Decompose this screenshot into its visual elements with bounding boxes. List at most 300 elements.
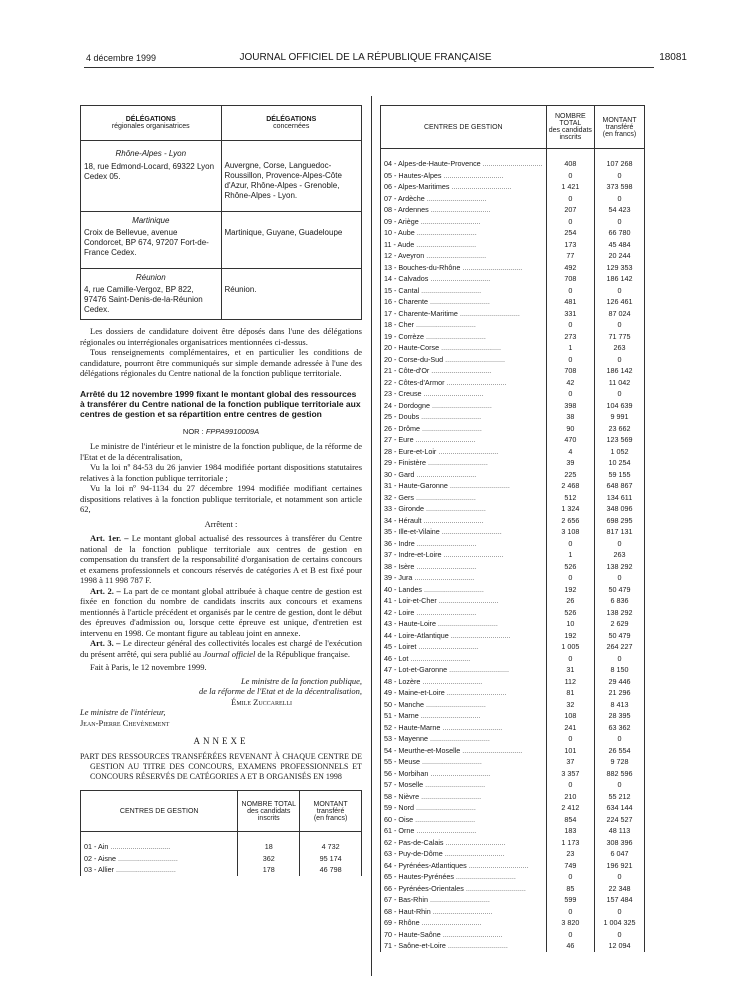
signature-name: Jean-Pierre Chevènement bbox=[80, 717, 170, 728]
table-row bbox=[381, 181, 645, 193]
candidats-value: 183 bbox=[546, 825, 594, 837]
montant-value: 54 423 bbox=[595, 204, 645, 216]
table-row bbox=[381, 653, 645, 665]
centre-name: 61 - Orne .............................. bbox=[381, 825, 547, 837]
centre-name: 19 - Corrèze .............................. bbox=[381, 331, 547, 343]
centre-name: 51 - Marne .............................. bbox=[381, 710, 547, 722]
candidats-value: 0 bbox=[546, 653, 594, 665]
centre-name: 67 - Bas-Rhin .............................. bbox=[381, 894, 547, 906]
arrete-title: Arrêté du 12 novembre 1999 fixant le montant global des ressources à transférer du Centre national de la fonction publique territoriale aux centres de gestion et sa répartition entre centres de gestion bbox=[80, 388, 361, 419]
montant-value: 22 348 bbox=[595, 883, 645, 895]
centre-name: 39 - Jura .............................. bbox=[381, 572, 547, 584]
montant-value: 0 bbox=[595, 538, 645, 550]
col-centres: CENTRES DE GESTION bbox=[81, 791, 238, 832]
table-row bbox=[381, 745, 645, 757]
table-row bbox=[381, 595, 645, 607]
candidats-value: 526 bbox=[546, 561, 594, 573]
candidats-value: 192 bbox=[546, 584, 594, 596]
table-row bbox=[381, 641, 645, 653]
candidats-value: 362 bbox=[238, 853, 300, 865]
candidats-value: 481 bbox=[546, 296, 594, 308]
candidats-value: 225 bbox=[546, 469, 594, 481]
montant-value: 55 212 bbox=[595, 791, 645, 803]
montant-value: 373 598 bbox=[595, 181, 645, 193]
candidats-value: 0 bbox=[546, 929, 594, 941]
candidats-value: 0 bbox=[546, 733, 594, 745]
table-row bbox=[381, 411, 645, 423]
montant-value: 817 131 bbox=[595, 526, 645, 538]
delegation-address: 18, rue Edmond-Locard, 69322 Lyon Cedex 05. bbox=[84, 162, 215, 181]
candidats-value: 26 bbox=[546, 595, 594, 607]
candidats-value: 0 bbox=[546, 193, 594, 205]
table-row bbox=[381, 883, 645, 895]
montant-value: 4 732 bbox=[300, 841, 362, 853]
table-row bbox=[381, 940, 645, 952]
candidats-value: 0 bbox=[546, 319, 594, 331]
montant-value: 0 bbox=[595, 779, 645, 791]
centre-name: 42 - Loire .............................. bbox=[381, 607, 547, 619]
centre-name: 25 - Doubs .............................. bbox=[381, 411, 547, 423]
centre-name: 27 - Eure .............................. bbox=[381, 434, 547, 446]
centre-name: 23 - Creuse .............................. bbox=[381, 388, 547, 400]
candidats-value: 0 bbox=[546, 906, 594, 918]
centre-name: 45 - Loiret .............................. bbox=[381, 641, 547, 653]
table-row bbox=[381, 756, 645, 768]
montant-value: 20 244 bbox=[595, 250, 645, 262]
table-row bbox=[381, 917, 645, 929]
candidats-value: 512 bbox=[546, 492, 594, 504]
candidats-value: 3 820 bbox=[546, 917, 594, 929]
montant-value: 882 596 bbox=[595, 768, 645, 780]
table-row bbox=[381, 848, 645, 860]
paragraph: Les dossiers de candidature doivent être déposés dans l'une des délégations régionales ou interrégionales organisatrices mentionnées ci-dessus. bbox=[80, 326, 362, 347]
centre-name: 38 - Isère .............................. bbox=[381, 561, 547, 573]
centre-name: 20 - Haute-Corse .............................. bbox=[381, 342, 547, 354]
signature-line: de la réforme de l'Etat et de la décentralisation, bbox=[198, 686, 362, 696]
centre-name: 28 - Eure-et-Loir .............................. bbox=[381, 446, 547, 458]
montant-value: 9 991 bbox=[595, 411, 645, 423]
centre-name: 30 - Gard .............................. bbox=[381, 469, 547, 481]
montant-value: 12 094 bbox=[595, 940, 645, 952]
montant-value: 6 836 bbox=[595, 595, 645, 607]
centre-name: 54 - Meurthe-et-Moselle .............................. bbox=[381, 745, 547, 757]
col-montant: MONTANT transféré (en francs) bbox=[300, 791, 362, 832]
centre-name: 10 - Aube .............................. bbox=[381, 227, 547, 239]
montant-value: 126 461 bbox=[595, 296, 645, 308]
candidats-value: 749 bbox=[546, 860, 594, 872]
delegation-address: Croix de Bellevue, avenue Condorcet, BP 674, 97207 Fort-de-France Cedex. bbox=[84, 228, 209, 257]
table-row bbox=[381, 894, 645, 906]
table-row bbox=[381, 618, 645, 630]
centre-name: 06 - Alpes-Maritimes .............................. bbox=[381, 181, 547, 193]
candidats-value: 3 357 bbox=[546, 768, 594, 780]
centre-name: 03 - Allier .............................. bbox=[81, 864, 238, 876]
signature-line: Le ministre de l'intérieur, bbox=[80, 707, 166, 717]
centre-name: 48 - Lozère .............................. bbox=[381, 676, 547, 688]
candidats-value: 470 bbox=[546, 434, 594, 446]
montant-value: 29 446 bbox=[595, 676, 645, 688]
centre-name: 52 - Haute-Marne .............................. bbox=[381, 722, 547, 734]
annexe-heading: ANNEXE bbox=[193, 736, 249, 746]
centre-name: 60 - Oise .............................. bbox=[381, 814, 547, 826]
table-row bbox=[381, 722, 645, 734]
candidats-value: 0 bbox=[546, 572, 594, 584]
col-nombre: NOMBRE TOTAL des candidats inscrits bbox=[546, 106, 594, 149]
montant-value: 348 096 bbox=[595, 503, 645, 515]
montant-value: 1 052 bbox=[595, 446, 645, 458]
centre-name: 65 - Hautes-Pyrénées .............................. bbox=[381, 871, 547, 883]
candidats-value: 173 bbox=[546, 239, 594, 251]
candidats-value: 0 bbox=[546, 779, 594, 791]
centre-name: 43 - Haute-Loire .............................. bbox=[381, 618, 547, 630]
centre-name: 55 - Meuse .............................. bbox=[381, 756, 547, 768]
centre-name: 37 - Indre-et-Loire .............................. bbox=[381, 549, 547, 561]
candidats-value: 0 bbox=[546, 871, 594, 883]
candidats-value: 273 bbox=[546, 331, 594, 343]
candidats-value: 77 bbox=[546, 250, 594, 262]
candidats-value: 599 bbox=[546, 894, 594, 906]
page-header bbox=[0, 50, 731, 64]
centre-name: 68 - Haut-Rhin .............................. bbox=[381, 906, 547, 918]
montant-value: 0 bbox=[595, 388, 645, 400]
table-row bbox=[381, 457, 645, 469]
montant-value: 0 bbox=[595, 193, 645, 205]
table-row bbox=[381, 779, 645, 791]
table-row bbox=[381, 227, 645, 239]
montant-value: 264 227 bbox=[595, 641, 645, 653]
centre-name: 18 - Cher .............................. bbox=[381, 319, 547, 331]
centre-name: 26 - Drôme .............................. bbox=[381, 423, 547, 435]
table-row bbox=[381, 308, 645, 320]
centre-name: 22 - Côtes-d'Armor .............................. bbox=[381, 377, 547, 389]
centre-name: 13 - Bouches-du-Rhône .............................. bbox=[381, 262, 547, 274]
centre-name: 24 - Dordogne .............................. bbox=[381, 400, 547, 412]
table-row bbox=[381, 158, 645, 170]
candidats-value: 46 bbox=[546, 940, 594, 952]
col-montant: MONTANT transféré (en francs) bbox=[595, 106, 645, 149]
centre-name: 11 - Aude .............................. bbox=[381, 239, 547, 251]
candidats-value: 2 468 bbox=[546, 480, 594, 492]
montant-value: 71 775 bbox=[595, 331, 645, 343]
article-2: Art. 2. – La part de ce montant global attribuée à chaque centre de gestion est fixée en fonction du nombre de candidats inscrits aux concours et examens mentionnés à l'article précédent et organisés par le centre de gestion, dont le début des épreuves d'admission ou, lorsque cette épreuve est unique, d'entretien est intervenu en 1998. Ce montant figure au tableau joint en annexe. bbox=[80, 585, 362, 638]
paragraph: Vu la loi nº 94-1134 du 27 décembre 1994 modifiée modifiant certaines dispositions relatives à la fonction publique territoriale, et notamment son article 62, bbox=[80, 483, 362, 514]
table-row bbox=[381, 802, 645, 814]
candidats-value: 1 bbox=[546, 549, 594, 561]
candidats-value: 331 bbox=[546, 308, 594, 320]
right-column bbox=[380, 105, 645, 952]
table-row bbox=[381, 503, 645, 515]
table-row bbox=[381, 768, 645, 780]
montant-value: 104 639 bbox=[595, 400, 645, 412]
table-row bbox=[381, 906, 645, 918]
candidats-value: 38 bbox=[546, 411, 594, 423]
arretent: Arrêtent : bbox=[204, 518, 238, 529]
table-row bbox=[381, 791, 645, 803]
candidats-value: 10 bbox=[546, 618, 594, 630]
centre-name: 41 - Loir-et-Cher .............................. bbox=[381, 595, 547, 607]
montant-value: 138 292 bbox=[595, 561, 645, 573]
montant-value: 87 024 bbox=[595, 308, 645, 320]
table-row bbox=[81, 864, 362, 876]
table-row bbox=[381, 929, 645, 941]
centre-name: 69 - Rhône .............................. bbox=[381, 917, 547, 929]
table-row bbox=[81, 853, 362, 865]
table-row bbox=[381, 538, 645, 550]
candidats-value: 2 656 bbox=[546, 515, 594, 527]
table-row bbox=[381, 837, 645, 849]
montant-value: 26 554 bbox=[595, 745, 645, 757]
table-row bbox=[381, 572, 645, 584]
table-row bbox=[381, 584, 645, 596]
candidats-value: 708 bbox=[546, 273, 594, 285]
montant-value: 66 780 bbox=[595, 227, 645, 239]
candidats-value: 3 108 bbox=[546, 526, 594, 538]
candidats-value: 1 173 bbox=[546, 837, 594, 849]
candidats-value: 854 bbox=[546, 814, 594, 826]
centre-name: 02 - Aisne .............................. bbox=[81, 853, 238, 865]
montant-value: 0 bbox=[595, 170, 645, 182]
montant-value: 196 921 bbox=[595, 860, 645, 872]
centre-name: 33 - Gironde .............................. bbox=[381, 503, 547, 515]
annexe-title: PART DES RESSOURCES TRANSFÉRÉES REVENANT À CHAQUE CENTRE DE GESTION AU TITRE DES CONCOURS, EXAMENS PROFESSIONNELS ET CONCOURS RÉSERVÉS DE CATÉGORIES A ET B ORGANISÉS EN 1998 bbox=[80, 752, 362, 781]
centre-name: 70 - Haute-Saône .............................. bbox=[381, 929, 547, 941]
candidats-value: 492 bbox=[546, 262, 594, 274]
col-centres: CENTRES DE GESTION bbox=[381, 106, 547, 149]
annexe-table-left bbox=[80, 790, 362, 876]
table-row bbox=[381, 262, 645, 274]
table-row bbox=[381, 388, 645, 400]
candidats-value: 85 bbox=[546, 883, 594, 895]
journal-title: JOURNAL OFFICIEL DE LA RÉPUBLIQUE FRANÇAISE bbox=[239, 52, 492, 63]
table-row bbox=[381, 285, 645, 297]
signature-line: Le ministre de la fonction publique, bbox=[240, 675, 362, 686]
centre-name: 49 - Maine-et-Loire .............................. bbox=[381, 687, 547, 699]
montant-value: 698 295 bbox=[595, 515, 645, 527]
montant-value: 95 174 bbox=[300, 853, 362, 865]
table-row bbox=[381, 630, 645, 642]
candidats-value: 708 bbox=[546, 365, 594, 377]
montant-value: 8 150 bbox=[595, 664, 645, 676]
candidats-value: 526 bbox=[546, 607, 594, 619]
centre-name: 62 - Pas-de-Calais .............................. bbox=[381, 837, 547, 849]
header-rule bbox=[84, 67, 654, 68]
candidats-value: 81 bbox=[546, 687, 594, 699]
table-row bbox=[381, 710, 645, 722]
candidats-value: 42 bbox=[546, 377, 594, 389]
table-row bbox=[381, 561, 645, 573]
centre-name: 53 - Mayenne .............................. bbox=[381, 733, 547, 745]
candidats-value: 0 bbox=[546, 285, 594, 297]
candidats-value: 0 bbox=[546, 216, 594, 228]
delegation-concernees: Martinique, Guyane, Guadeloupe bbox=[221, 212, 362, 261]
delegation-name: Réunion bbox=[135, 273, 166, 282]
table-row bbox=[381, 216, 645, 228]
candidats-value: 207 bbox=[546, 204, 594, 216]
candidats-value: 192 bbox=[546, 630, 594, 642]
candidats-value: 1 005 bbox=[546, 641, 594, 653]
table-row bbox=[381, 377, 645, 389]
table-row bbox=[381, 331, 645, 343]
centre-name: 14 - Calvados .............................. bbox=[381, 273, 547, 285]
montant-value: 6 047 bbox=[595, 848, 645, 860]
candidats-value: 398 bbox=[546, 400, 594, 412]
montant-value: 50 479 bbox=[595, 630, 645, 642]
table-row bbox=[381, 446, 645, 458]
table-row bbox=[381, 204, 645, 216]
montant-value: 107 268 bbox=[595, 158, 645, 170]
table-row bbox=[381, 515, 645, 527]
candidats-value: 408 bbox=[546, 158, 594, 170]
table-row bbox=[381, 549, 645, 561]
page-number: 18081 bbox=[659, 52, 687, 63]
table-row bbox=[381, 733, 645, 745]
centre-name: 50 - Manche .............................. bbox=[381, 699, 547, 711]
centre-name: 40 - Landes .............................. bbox=[381, 584, 547, 596]
candidats-value: 1 324 bbox=[546, 503, 594, 515]
table-row bbox=[381, 664, 645, 676]
table-row bbox=[381, 239, 645, 251]
montant-value: 0 bbox=[595, 354, 645, 366]
centre-name: 66 - Pyrénées-Orientales .............................. bbox=[381, 883, 547, 895]
centre-name: 46 - Lot .............................. bbox=[381, 653, 547, 665]
centre-name: 35 - Ille-et-Vilaine .............................. bbox=[381, 526, 547, 538]
delegation-address: 4, rue Camille-Vergoz, BP 822, 97476 Saint-Denis-de-la-Réunion Cedex. bbox=[84, 285, 203, 314]
montant-value: 0 bbox=[595, 733, 645, 745]
delegation-name: Martinique bbox=[132, 216, 170, 225]
table-row bbox=[381, 480, 645, 492]
table-row bbox=[381, 860, 645, 872]
centre-name: 07 - Ardèche .............................. bbox=[381, 193, 547, 205]
montant-value: 648 867 bbox=[595, 480, 645, 492]
delegations-table bbox=[80, 105, 362, 320]
centre-name: 34 - Hérault .............................. bbox=[381, 515, 547, 527]
header-date: 4 décembre 1999 bbox=[86, 53, 157, 63]
montant-value: 8 413 bbox=[595, 699, 645, 711]
table-row bbox=[381, 250, 645, 262]
candidats-value: 2 412 bbox=[546, 802, 594, 814]
candidats-value: 0 bbox=[546, 538, 594, 550]
delegation-organisatrice bbox=[81, 269, 222, 320]
centre-name: 47 - Lot-et-Garonne .............................. bbox=[381, 664, 547, 676]
montant-value: 129 353 bbox=[595, 262, 645, 274]
table-row bbox=[381, 273, 645, 285]
candidats-value: 18 bbox=[238, 841, 300, 853]
montant-value: 186 142 bbox=[595, 273, 645, 285]
centre-name: 32 - Gers .............................. bbox=[381, 492, 547, 504]
centre-name: 21 - Côte-d'Or .............................. bbox=[381, 365, 547, 377]
montant-value: 28 395 bbox=[595, 710, 645, 722]
centre-name: 12 - Aveyron .............................. bbox=[381, 250, 547, 262]
paragraph: Le ministre de l'intérieur et le ministre de la fonction publique, de la réforme de l'Etat et de la décentralisation, bbox=[80, 441, 362, 462]
montant-value: 21 296 bbox=[595, 687, 645, 699]
article-1: Art. 1er. – Le montant global actualisé des ressources à transférer du Centre national de la fonction publique territoriale aux centres de gestion en compensation du transfert de la responsabilité d'organisation de certains concours et examens professionnels et concours réservés de catégories A et B est fixé pour 1998 à 11 998 787 F. bbox=[80, 533, 363, 585]
candidats-value: 101 bbox=[546, 745, 594, 757]
centre-name: 31 - Haute-Garonne .............................. bbox=[381, 480, 547, 492]
centre-name: 09 - Ariège .............................. bbox=[381, 216, 547, 228]
table-row bbox=[381, 319, 645, 331]
centre-name: 71 - Saône-et-Loire .............................. bbox=[381, 940, 547, 952]
nor-reference: NOR : FPPA9910009A bbox=[182, 427, 260, 436]
montant-value: 1 004 325 bbox=[595, 917, 645, 929]
table-row bbox=[381, 170, 645, 182]
delegation-organisatrice bbox=[81, 212, 222, 261]
centre-name: 01 - Ain .............................. bbox=[81, 841, 238, 853]
centre-name: 63 - Puy-de-Dôme .............................. bbox=[381, 848, 547, 860]
montant-value: 138 292 bbox=[595, 607, 645, 619]
candidats-value: 90 bbox=[546, 423, 594, 435]
montant-value: 0 bbox=[595, 572, 645, 584]
candidats-value: 31 bbox=[546, 664, 594, 676]
candidats-value: 254 bbox=[546, 227, 594, 239]
candidats-value: 32 bbox=[546, 699, 594, 711]
table-row bbox=[381, 699, 645, 711]
candidats-value: 241 bbox=[546, 722, 594, 734]
centre-name: 20 - Corse-du-Sud .............................. bbox=[381, 354, 547, 366]
montant-value: 308 396 bbox=[595, 837, 645, 849]
centre-name: 56 - Morbihan .............................. bbox=[381, 768, 547, 780]
annexe-table-right bbox=[380, 105, 645, 952]
centre-name: 05 - Hautes-Alpes .............................. bbox=[381, 170, 547, 182]
candidats-value: 23 bbox=[546, 848, 594, 860]
montant-value: 9 728 bbox=[595, 756, 645, 768]
table-row bbox=[381, 492, 645, 504]
centre-name: 58 - Nièvre .............................. bbox=[381, 791, 547, 803]
table-row bbox=[81, 841, 362, 853]
table-row bbox=[381, 342, 645, 354]
montant-value: 10 254 bbox=[595, 457, 645, 469]
candidats-value: 39 bbox=[546, 457, 594, 469]
montant-value: 263 bbox=[595, 549, 645, 561]
montant-value: 23 662 bbox=[595, 423, 645, 435]
centre-name: 57 - Moselle .............................. bbox=[381, 779, 547, 791]
candidats-value: 1 421 bbox=[546, 181, 594, 193]
table-row bbox=[381, 193, 645, 205]
montant-value: 63 362 bbox=[595, 722, 645, 734]
centre-name: 08 - Ardennes .............................. bbox=[381, 204, 547, 216]
delegations-header-organisatrices: DÉLÉGATIONS régionales organisatrices bbox=[81, 106, 222, 141]
centre-name: 04 - Alpes-de-Haute-Provence .............................. bbox=[381, 158, 547, 170]
left-column bbox=[80, 105, 362, 876]
candidats-value: 112 bbox=[546, 676, 594, 688]
montant-value: 0 bbox=[595, 906, 645, 918]
table-row bbox=[381, 676, 645, 688]
centre-name: 29 - Finistère .............................. bbox=[381, 457, 547, 469]
montant-value: 123 569 bbox=[595, 434, 645, 446]
montant-value: 634 144 bbox=[595, 802, 645, 814]
montant-value: 0 bbox=[595, 319, 645, 331]
montant-value: 157 484 bbox=[595, 894, 645, 906]
table-row bbox=[381, 354, 645, 366]
montant-value: 50 479 bbox=[595, 584, 645, 596]
signature-name: Émile Zuccarelli bbox=[231, 696, 292, 707]
delegation-concernees: Réunion. bbox=[221, 269, 362, 320]
article-3: Art. 3. – Le directeur général des collectivités locales est chargé de l'exécution du présent arrêté, qui sera publié au Journal officiel de la République française. bbox=[80, 638, 362, 659]
montant-value: 45 484 bbox=[595, 239, 645, 251]
montant-value: 0 bbox=[595, 653, 645, 665]
montant-value: 186 142 bbox=[595, 365, 645, 377]
montant-value: 48 113 bbox=[595, 825, 645, 837]
table-row bbox=[381, 825, 645, 837]
montant-value: 134 611 bbox=[595, 492, 645, 504]
delegation-organisatrice bbox=[81, 141, 222, 204]
table-row bbox=[381, 365, 645, 377]
candidats-value: 0 bbox=[546, 388, 594, 400]
table-row bbox=[381, 607, 645, 619]
montant-value: 263 bbox=[595, 342, 645, 354]
candidats-value: 178 bbox=[238, 864, 300, 876]
centre-name: 64 - Pyrénées-Atlantiques .............................. bbox=[381, 860, 547, 872]
centre-name: 16 - Charente .............................. bbox=[381, 296, 547, 308]
